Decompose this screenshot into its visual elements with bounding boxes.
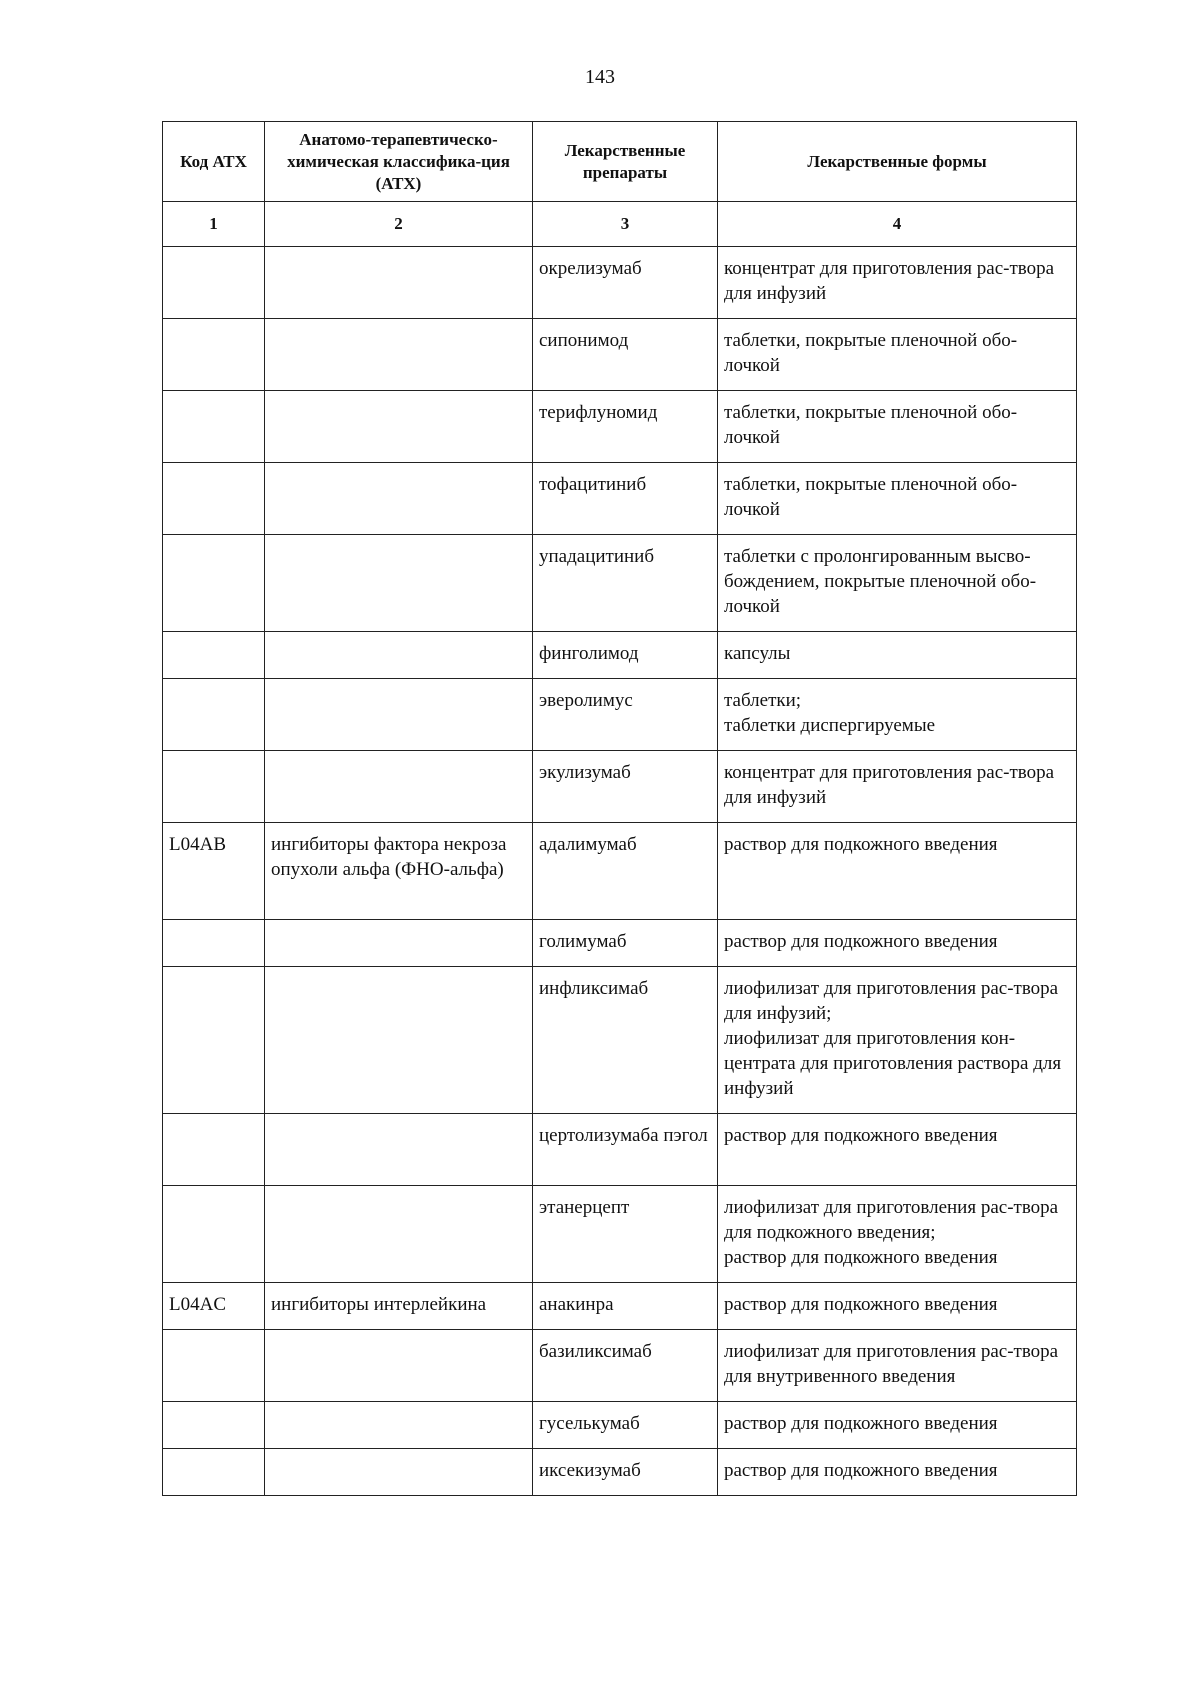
drug-name-cell: этанерцепт (533, 1186, 718, 1283)
table-row (163, 920, 1077, 967)
atx-class-cell (265, 319, 533, 391)
atx-code-cell (163, 751, 265, 823)
table-row (163, 632, 1077, 679)
atx-code-cell (163, 632, 265, 679)
drug-name-cell: тофацитиниб (533, 463, 718, 535)
dosage-form-cell: таблетки, покрытые пленочной обо-лочкой (718, 319, 1077, 391)
table-row (163, 679, 1077, 751)
dosage-form-cell: лиофилизат для приготовления рас-твора для внутривенного введения (718, 1330, 1077, 1402)
atx-code-cell (163, 463, 265, 535)
table-row (163, 391, 1077, 463)
atx-class-cell (265, 391, 533, 463)
atx-code-cell (163, 319, 265, 391)
dosage-form-cell: концентрат для приготовления рас-твора для инфузий (718, 751, 1077, 823)
drug-name-cell: терифлуномид (533, 391, 718, 463)
header-row (163, 122, 1077, 202)
header-atx-classification: Анатомо-терапевтическо-химическая классифика-ция (АТХ) (265, 122, 533, 202)
table-row (163, 463, 1077, 535)
atx-class-cell (265, 1114, 533, 1186)
column-number: 4 (718, 202, 1077, 247)
atx-table (162, 121, 1077, 1496)
dosage-form-cell: таблетки; таблетки диспергируемые (718, 679, 1077, 751)
atx-class-cell (265, 679, 533, 751)
drug-name-cell: гуселькумаб (533, 1402, 718, 1449)
dosage-form-cell: концентрат для приготовления рас-твора для инфузий (718, 247, 1077, 319)
atx-code-cell: L04AB (163, 823, 265, 920)
atx-code-cell (163, 535, 265, 632)
drug-name-cell: инфликсимаб (533, 967, 718, 1114)
table-row (163, 823, 1077, 920)
drug-name-cell: иксекизумаб (533, 1449, 718, 1496)
atx-code-cell (163, 967, 265, 1114)
atx-class-cell: ингибиторы фактора некроза опухоли альфа (ФНО-альфа) (265, 823, 533, 920)
page-number: 143 (585, 66, 615, 88)
atx-code-cell: L04AC (163, 1283, 265, 1330)
atx-class-cell (265, 247, 533, 319)
atx-code-cell (163, 1114, 265, 1186)
table-row (163, 247, 1077, 319)
atx-class-cell (265, 920, 533, 967)
table-row (163, 1449, 1077, 1496)
atx-code-cell (163, 1402, 265, 1449)
atx-class-cell (265, 632, 533, 679)
atx-code-cell (163, 679, 265, 751)
atx-class-cell (265, 1449, 533, 1496)
drug-name-cell: сипонимод (533, 319, 718, 391)
drug-name-cell: финголимод (533, 632, 718, 679)
drug-name-cell: экулизумаб (533, 751, 718, 823)
dosage-form-cell: раствор для подкожного введения (718, 1402, 1077, 1449)
atx-class-cell (265, 751, 533, 823)
drug-name-cell: эверолимус (533, 679, 718, 751)
drug-name-cell: упадацитиниб (533, 535, 718, 632)
column-number-row (163, 202, 1077, 247)
atx-class-cell (265, 463, 533, 535)
drug-name-cell: адалимумаб (533, 823, 718, 920)
header-drugs: Лекарственные препараты (533, 122, 718, 202)
table-row (163, 319, 1077, 391)
atx-class-cell (265, 967, 533, 1114)
dosage-form-cell: капсулы (718, 632, 1077, 679)
dosage-form-cell: таблетки с пролонгированным высво-бождением, покрытые пленочной обо-лочкой (718, 535, 1077, 632)
atx-code-cell (163, 1330, 265, 1402)
table-row (163, 1114, 1077, 1186)
dosage-form-cell: раствор для подкожного введения (718, 1114, 1077, 1186)
table-row (163, 1402, 1077, 1449)
table-row (163, 1330, 1077, 1402)
table-row (163, 535, 1077, 632)
drug-name-cell: базиликсимаб (533, 1330, 718, 1402)
atx-code-cell (163, 1449, 265, 1496)
column-number: 2 (265, 202, 533, 247)
atx-class-cell (265, 535, 533, 632)
atx-class-cell (265, 1402, 533, 1449)
column-number: 3 (533, 202, 718, 247)
table-body (163, 247, 1077, 1496)
atx-code-cell (163, 247, 265, 319)
drug-name-cell: голимумаб (533, 920, 718, 967)
dosage-form-cell: раствор для подкожного введения (718, 920, 1077, 967)
drug-name-cell: анакинра (533, 1283, 718, 1330)
dosage-form-cell: лиофилизат для приготовления рас-твора для подкожного введения; раствор для подкожного введения (718, 1186, 1077, 1283)
table-row (163, 751, 1077, 823)
atx-class-cell (265, 1186, 533, 1283)
header-atx-code: Код АТХ (163, 122, 265, 202)
atx-class-cell: ингибиторы интерлейкина (265, 1283, 533, 1330)
header-dosage-forms: Лекарственные формы (718, 122, 1077, 202)
dosage-form-cell: раствор для подкожного введения (718, 823, 1077, 920)
dosage-form-cell: таблетки, покрытые пленочной обо-лочкой (718, 391, 1077, 463)
dosage-form-cell: раствор для подкожного введения (718, 1283, 1077, 1330)
atx-class-cell (265, 1330, 533, 1402)
atx-code-cell (163, 391, 265, 463)
drug-name-cell: окрелизумаб (533, 247, 718, 319)
table-row (163, 967, 1077, 1114)
atx-code-cell (163, 1186, 265, 1283)
dosage-form-cell: лиофилизат для приготовления рас-твора для инфузий; лиофилизат для приготовления кон-центрата для приготовления раствора для инфузий (718, 967, 1077, 1114)
atx-code-cell (163, 920, 265, 967)
column-number: 1 (163, 202, 265, 247)
dosage-form-cell: раствор для подкожного введения (718, 1449, 1077, 1496)
table-row (163, 1283, 1077, 1330)
dosage-form-cell: таблетки, покрытые пленочной обо-лочкой (718, 463, 1077, 535)
table-row (163, 1186, 1077, 1283)
drug-name-cell: цертолизумаба пэгол (533, 1114, 718, 1186)
